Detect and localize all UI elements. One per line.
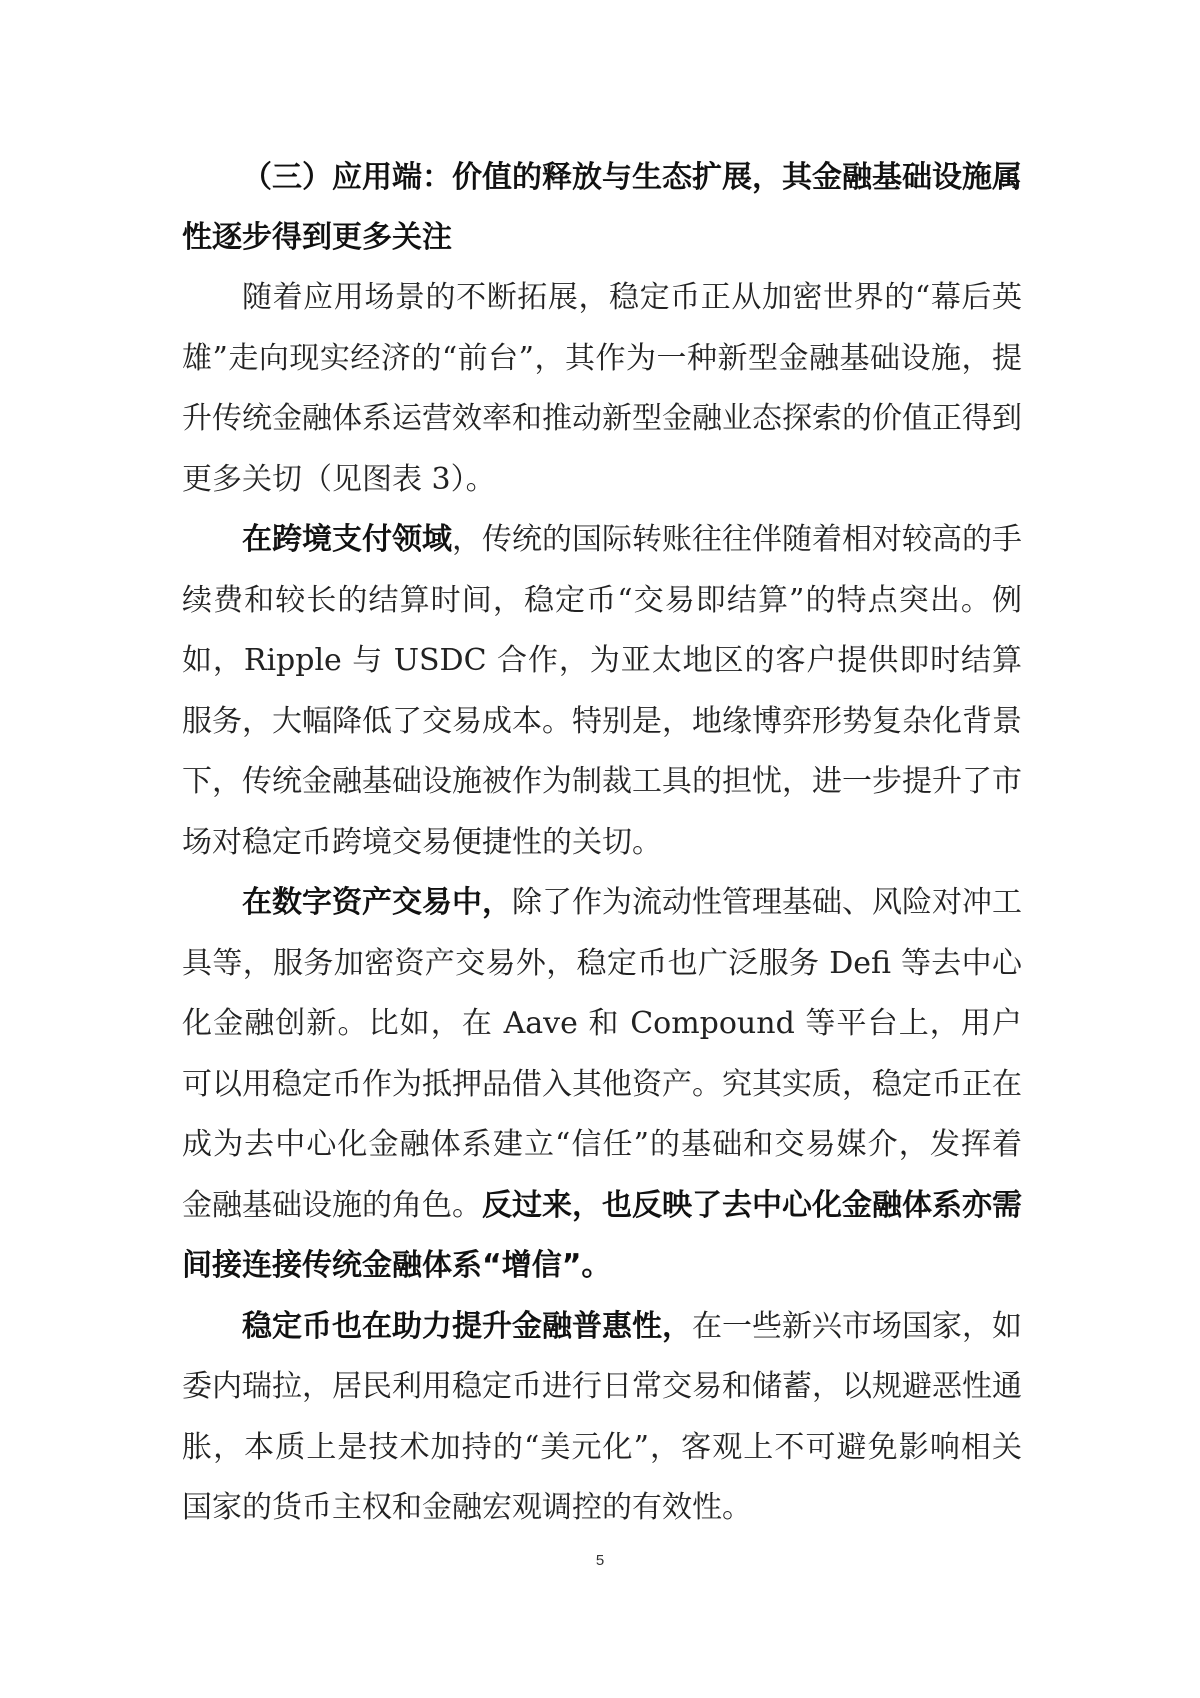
document-page xyxy=(182,148,1022,1539)
paragraph-cross-border xyxy=(182,510,1022,873)
paragraph-lead: 在数字资产交易中， xyxy=(242,885,512,920)
paragraph-body: 在一些新兴市场国家，如委内瑞拉，居民利用稳定币进行日常交易和储蓄，以规避恶性通胀，本质上是技术加持的“美元化”，客观上不可避免影响相关国家的货币主权和金融宏观调控的有效性。 xyxy=(182,1308,1022,1525)
paragraph-lead: 在跨境支付领域 xyxy=(242,522,452,557)
paragraph-inclusion xyxy=(182,1297,1022,1539)
paragraph-body: 除了作为流动性管理基础、风险对冲工具等，服务加密资产交易外，稳定币也广泛服务 Defi 等去中心化金融创新。比如，在 Aave 和 Compound 等平台上，用户可以用稳定币作为抵押品借入其他资产。究其实质，稳定币正在成为去中心化金融体系建立“信任”的基础和交易媒介，发挥着金融基础设施的角色。 xyxy=(182,885,1022,1223)
section-heading: （三）应用端：价值的释放与生态扩展，其金融基础设施属性逐步得到更多关注 xyxy=(182,160,1022,255)
paragraph-emphasis: 反过来，也反映了去中心化金融体系亦需间接连接传统金融体系“增信”。 xyxy=(182,1187,1022,1283)
paragraph-body: ，传统的国际转账往往伴随着相对较高的手续费和较长的结算时间，稳定币“交易即结算”的特点突出。例如，Ripple 与 USDC 合作，为亚太地区的客户提供即时结算服务，大幅降低了交易成本。特别是，地缘博弈形势复杂化背景下，传统金融基础设施被作为制裁工具的担忧，进一步提升了市场对稳定币跨境交易便捷性的关切。 xyxy=(182,522,1022,860)
paragraph-digital-assets xyxy=(182,873,1022,1297)
page-number: 5 xyxy=(595,1552,605,1569)
paragraph-lead: 稳定币也在助力提升金融普惠性， xyxy=(242,1308,692,1344)
paragraph-intro: 随着应用场景的不断拓展，稳定币正从加密世界的“幕后英雄”走向现实经济的“前台”，其作为一种新型金融基础设施，提升传统金融体系运营效率和推动新型金融业态探索的价值正得到更多关切（见图表 3）。 xyxy=(182,280,1022,497)
